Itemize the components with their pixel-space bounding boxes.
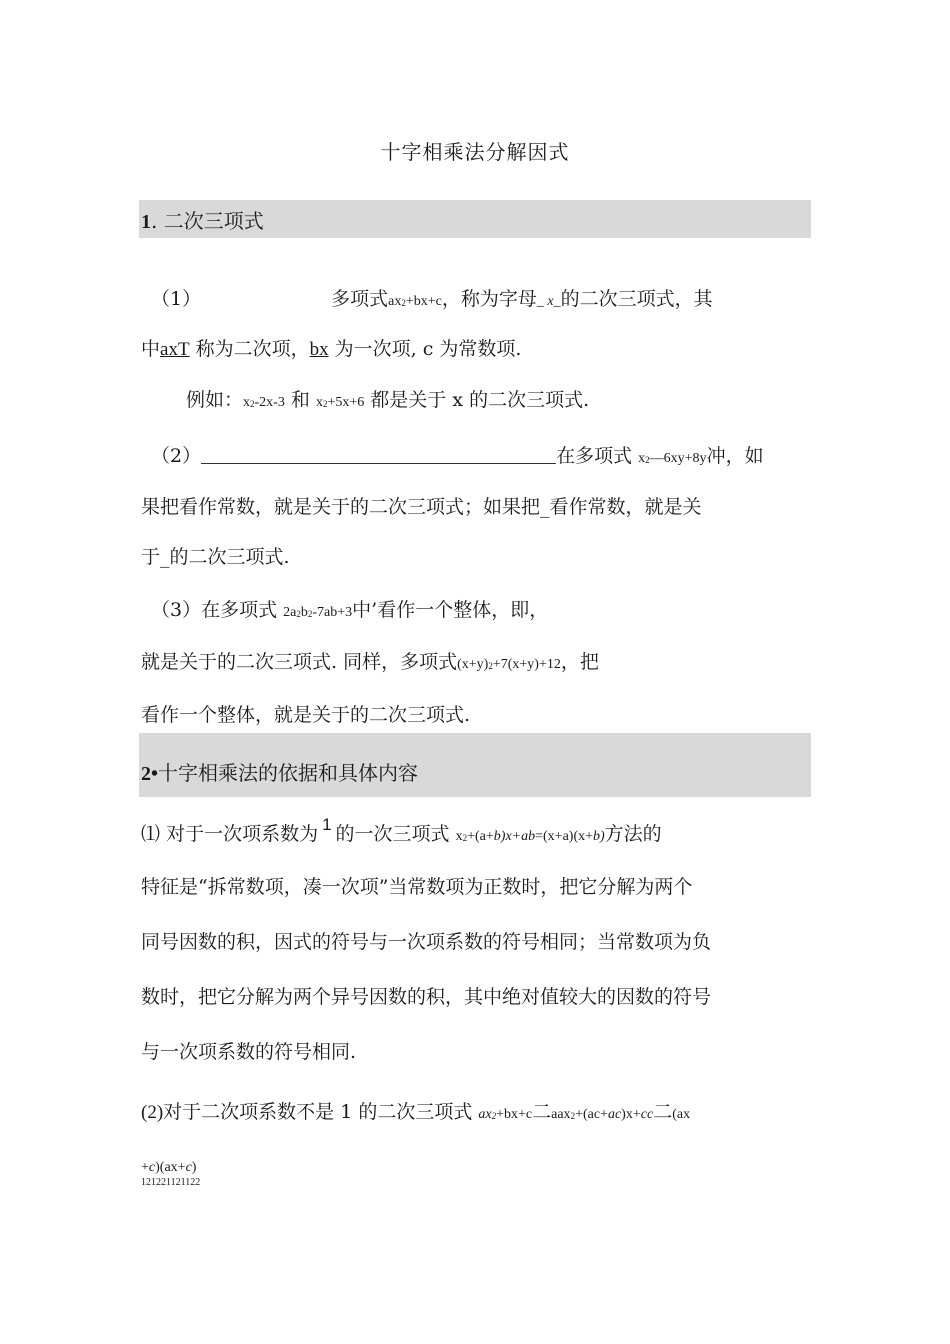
section-1-title: . 二次三项式 xyxy=(151,209,264,233)
s2-p1-line1: ⑴ 对于一次项系数为 1 的一次三项式 x2+(a+b)x+ab=(x+a)(x+b)方法的 xyxy=(141,815,662,845)
page-title: 十字相乘法分解因式 xyxy=(380,140,570,164)
quadratic-term: axT xyxy=(160,339,190,360)
s1-example: 例如：x2-2x-3 和 x2+5x+6 都是关于 x 的二次三项式. xyxy=(186,389,590,411)
section-1-number: 1 xyxy=(141,211,151,233)
section-2-title: 十字相乘法的依据和具体内容 xyxy=(158,761,419,785)
s1-p1-line2: 中axT 称为二次项，bx 为一次项, c 为常数项. xyxy=(141,338,522,360)
s2-p1-line3: 同号因数的积，因式的符号与一次项系数的符号相同；当常数项为负 xyxy=(141,931,712,953)
subscript-indices: 121221121122 xyxy=(141,1177,201,1188)
s1-p3-line2: 就是关于的二次三项式. 同样，多项式(x+y)2+7(x+y)+12，把 xyxy=(141,651,599,673)
s1-p1-line1: （1） 多项式ax2+bx+c，称为字母_ x_的二次三项式，其 xyxy=(151,288,713,310)
s2-p2-line2: +c)(ax+c) xyxy=(141,1160,197,1175)
s1-p2-line2: 果把看作常数，就是关于的二次三项式；如果把_看作常数，就是关 xyxy=(141,496,702,518)
s2-p1-line4: 数时，把它分解为两个异号因数的积，其中绝对值较大的因数的符号 xyxy=(141,986,712,1008)
s1-p3-line3: 看作一个整体，就是关于的二次三项式. xyxy=(141,704,471,726)
s2-p1-line2: 特征是“拆常数项，凑一次项”当常数项为正数时，把它分解为两个 xyxy=(141,876,693,898)
fill-in-blank xyxy=(201,445,556,464)
s1-p3-line1: （3）在多项式 2a2b2-7ab+3中’看作一个整体，即， xyxy=(151,599,549,621)
section-1-header xyxy=(139,200,811,238)
linear-term: bx xyxy=(309,339,329,360)
s2-p1-line5: 与一次项系数的符号相同. xyxy=(141,1041,357,1063)
s1-p2-line1: （2） 在多项式 x2—6xy+8y冲，如 xyxy=(151,445,764,467)
section-2-header xyxy=(139,733,811,797)
s2-p2-line1: (2)对于二次项系数不是 1 的二次三项式 ax2+bx+c二aax2+(ac+ac)x+cc二(ax xyxy=(141,1101,691,1123)
section-2-number: 2• xyxy=(141,763,159,785)
s1-p2-line3: 于_的二次三项式. xyxy=(141,546,290,568)
